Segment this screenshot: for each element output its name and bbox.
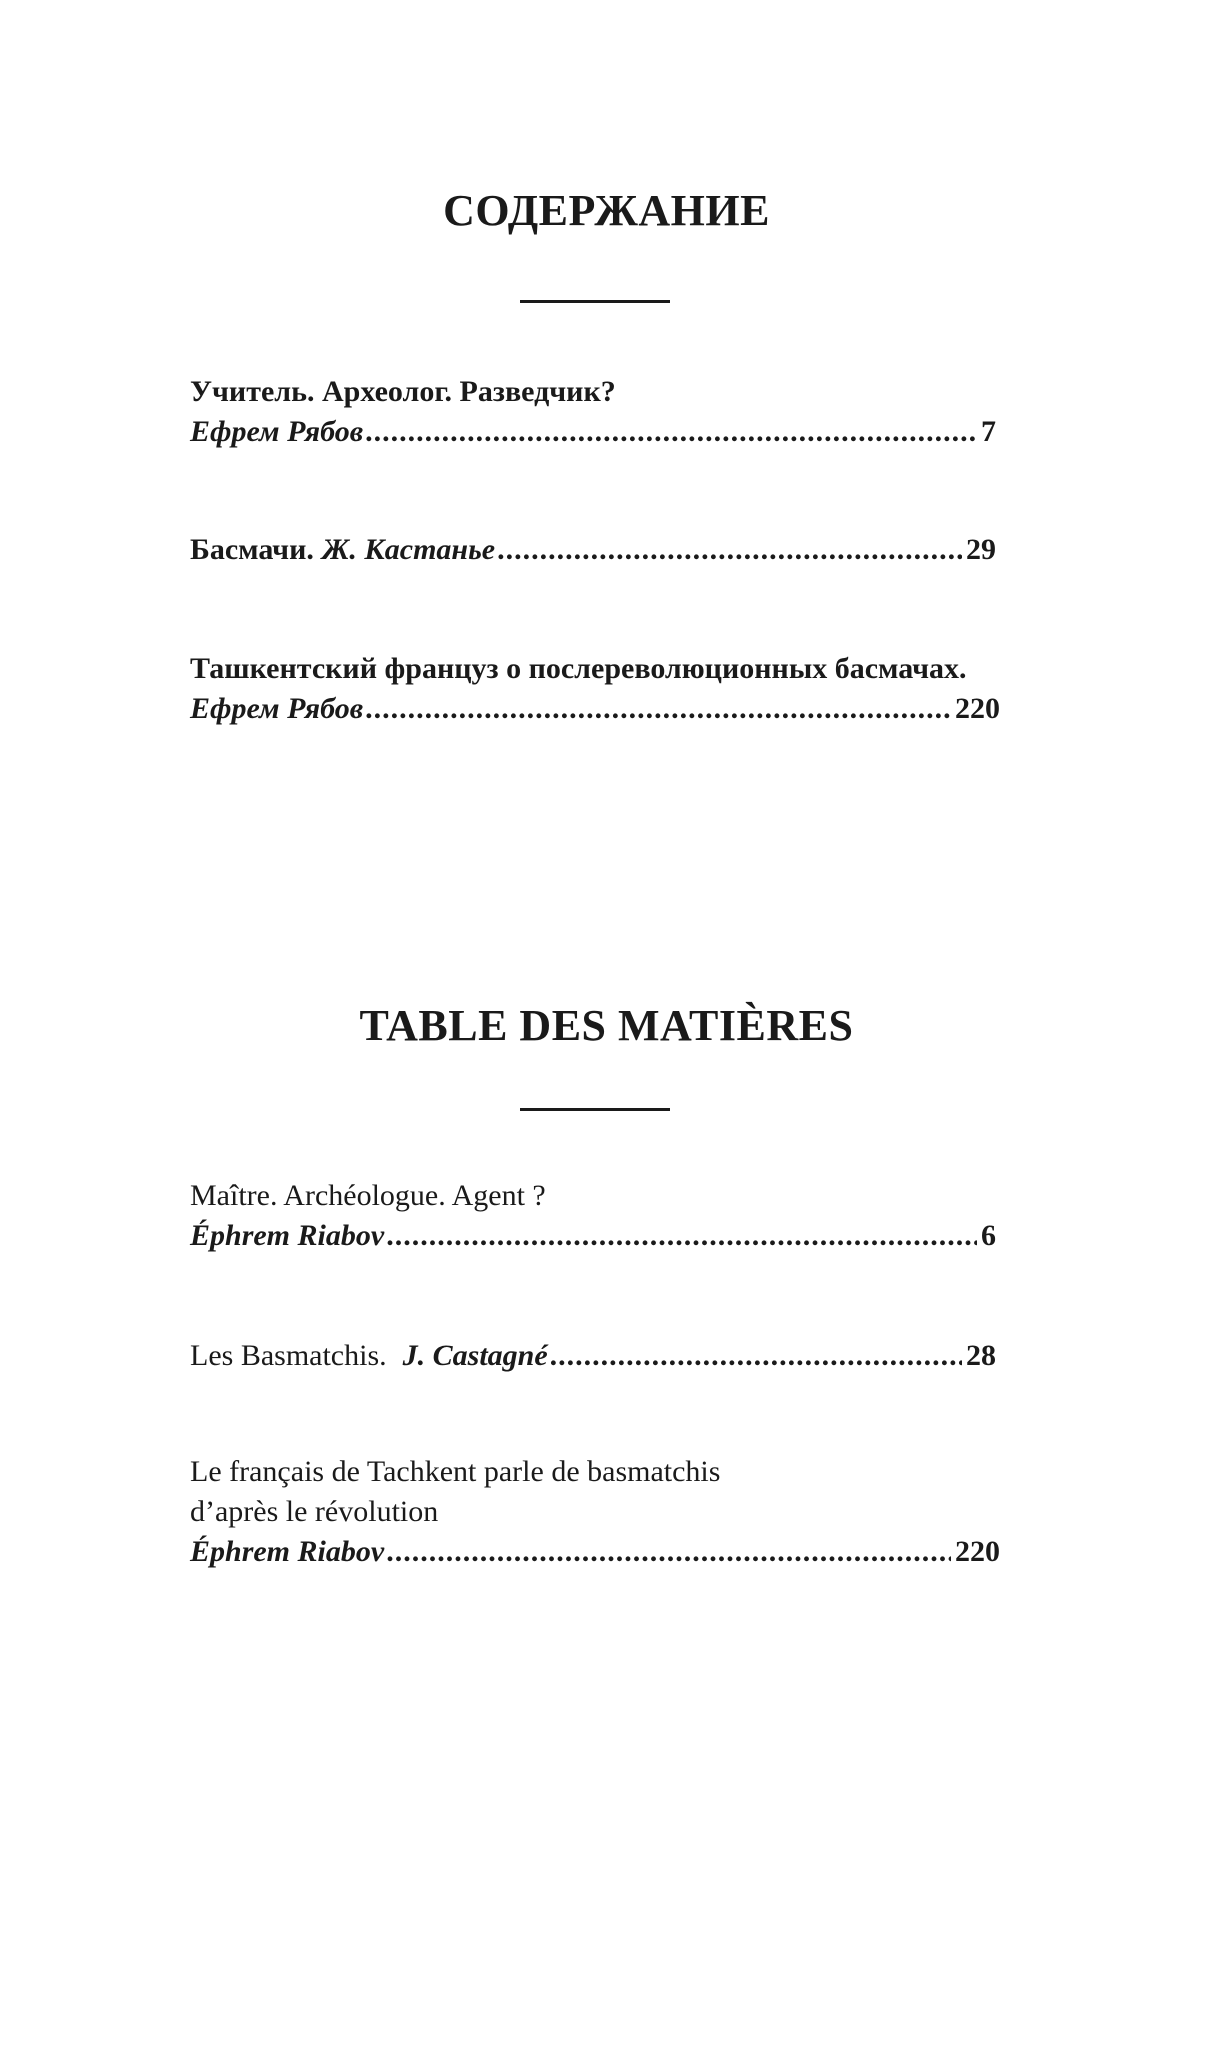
entry-line <box>190 412 996 452</box>
entry-line <box>190 1336 996 1376</box>
contents-heading-ru: СОДЕРЖАНИЕ <box>443 186 770 235</box>
entry-author: J. Castagné <box>402 1339 548 1372</box>
page-number: 220 <box>955 1535 1000 1568</box>
entry-title: Басмачи. <box>190 533 314 566</box>
dot-leader <box>365 689 951 729</box>
dot-leader <box>365 412 977 452</box>
page-number: 220 <box>955 692 1000 725</box>
entry-line <box>190 530 996 570</box>
entry-author: Éphrem Riabov <box>190 1535 385 1568</box>
entry-author: Ефрем Рябов <box>190 692 364 725</box>
toc-entry[interactable] <box>190 530 996 570</box>
entry-line <box>190 689 1000 729</box>
dot-leader <box>386 1216 977 1256</box>
entry-title: Ташкентский француз о послереволюционных басмачах. <box>190 652 967 685</box>
entry-author: Ефрем Рябов <box>190 415 364 448</box>
page-number: 7 <box>981 415 996 448</box>
toc-entry[interactable] <box>190 1176 996 1256</box>
entry-title-line-2: d’après le révolution <box>190 1495 439 1528</box>
toc-entry[interactable] <box>190 1452 1000 1572</box>
page-number: 29 <box>966 533 996 566</box>
entry-title: Maître. Archéologue. Agent ? <box>190 1179 546 1212</box>
entry-author: Éphrem Riabov <box>190 1219 385 1252</box>
toc-entry[interactable] <box>190 1336 996 1376</box>
dot-leader <box>550 1336 962 1376</box>
heading-rule-ru <box>520 300 670 303</box>
page-number: 6 <box>981 1219 996 1252</box>
entry-title: Учитель. Археолог. Разведчик? <box>190 375 616 408</box>
entry-title: Les Basmatchis. <box>190 1339 387 1372</box>
entry-line <box>190 1216 996 1256</box>
heading-rule-fr <box>520 1108 670 1111</box>
entry-line <box>190 1532 1000 1572</box>
toc-entry[interactable] <box>190 372 996 452</box>
dot-leader <box>386 1532 951 1572</box>
page-number: 28 <box>966 1339 996 1372</box>
dot-leader <box>497 530 962 570</box>
contents-heading-fr: TABLE DES MATIÈRES <box>359 1001 854 1050</box>
entry-title-line-1: Le français de Tachkent parle de basmatchis <box>190 1455 721 1488</box>
entry-author: Ж. Кастанье <box>321 533 496 566</box>
toc-entry[interactable] <box>190 649 1000 729</box>
